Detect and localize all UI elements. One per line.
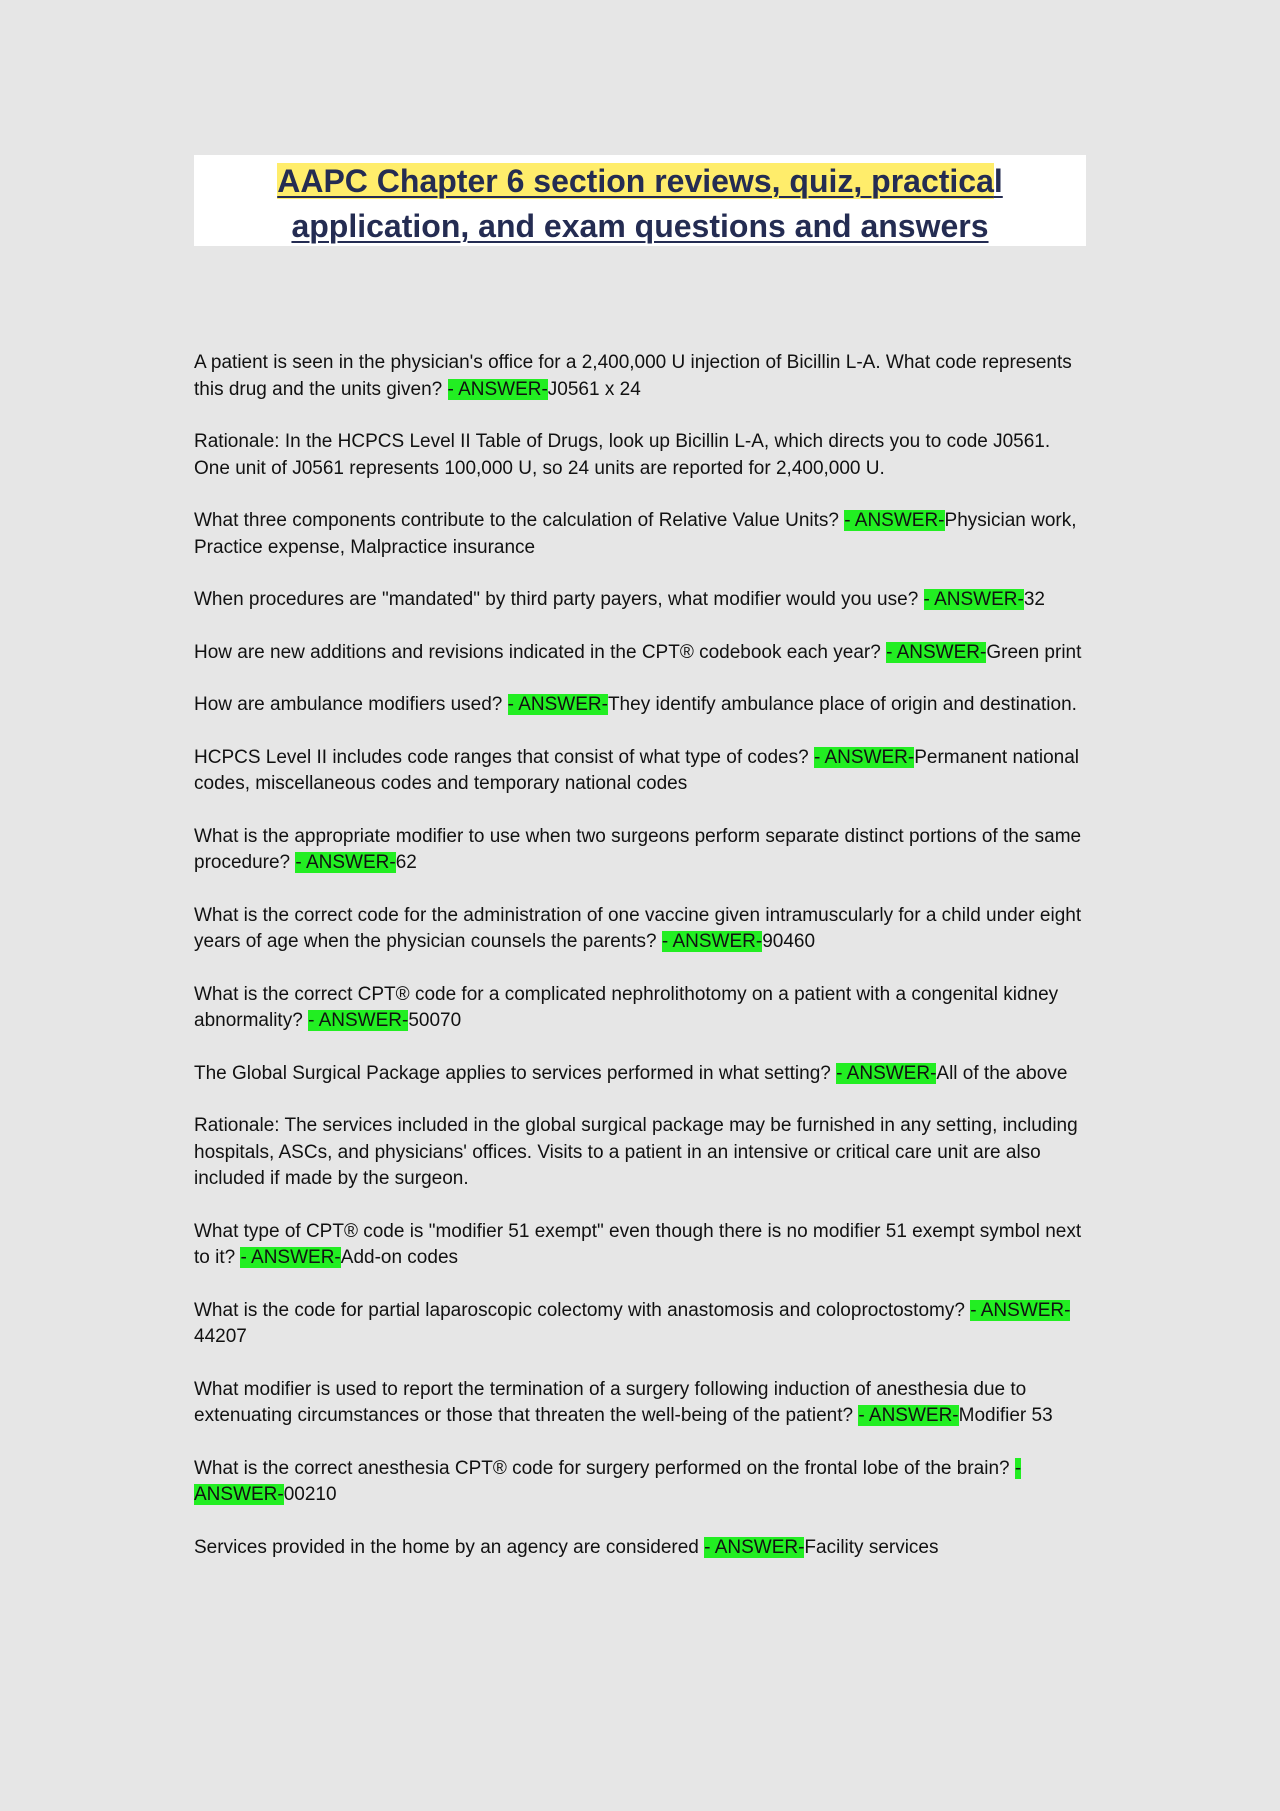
question-text: What three components contribute to the calculation of Relative Value Units? <box>194 510 845 531</box>
answer-text: 44207 <box>194 1326 247 1347</box>
question-text: What is the correct code for the administration of one vaccine given intramuscularly for a child under eight years of age when the physician counsels the parents? <box>194 904 1082 952</box>
answer-text: They identify ambulance place of origin and destination. <box>607 694 1077 715</box>
answer-tag: - ANSWER- <box>704 1536 805 1558</box>
qa-item <box>194 824 1090 877</box>
answer-text: 00210 <box>283 1484 337 1505</box>
answer-tag: - ANSWER- <box>661 931 763 952</box>
question-text: The Global Surgical Package applies to services performed in what setting? <box>194 1062 837 1084</box>
question-text: What modifier is used to report the termination of a surgery following induction of anesthesia due to extenuating circumstances or those that threaten the well-being of the patient? <box>194 1378 1027 1426</box>
title-line-1-rest: l <box>993 163 1003 199</box>
answer-text: Modifier 53 <box>958 1405 1053 1426</box>
answer-text: Permanent national codes, miscellaneous codes and temporary national codes <box>194 746 1080 794</box>
question-text: How are new additions and revisions indicated in the CPT® codebook each year? <box>194 641 887 663</box>
answer-text: Add-on codes <box>340 1247 459 1268</box>
answer-tag: - ANSWER- <box>970 1299 1071 1321</box>
qa-item <box>194 587 1090 614</box>
question-text: Services provided in the home by an agency are considered <box>194 1536 705 1558</box>
answer-tag: - ANSWER- <box>886 641 987 663</box>
page-title <box>194 155 1086 249</box>
answer-tag: - ANSWER- <box>923 589 1024 610</box>
question-text: When procedures are "mandated" by third party payers, what modifier would you use? <box>194 589 924 610</box>
title-line-1 <box>194 159 1086 204</box>
title-highlighted-text: AAPC Chapter 6 section reviews, quiz, practica <box>277 163 994 199</box>
rationale-text: Rationale: The services included in the global surgical package may be furnished in any setting, including hospitals, ASCs, and physicians' offices. Visits to a patient in an intensive or critical care unit are also included if made by the surgeon. <box>194 1115 1078 1189</box>
answer-text: Facility services <box>804 1536 939 1558</box>
answer-tag: - ANSWER- <box>844 510 945 531</box>
qa-item <box>194 1456 1090 1509</box>
question-text: A patient is seen in the physician's office for a 2,400,000 U injection of Bicillin L-A. What code represents this drug and the units given? <box>194 352 1072 400</box>
qa-item <box>194 640 1090 667</box>
rationale-text: Rationale: In the HCPCS Level II Table of Drugs, look up Bicillin L-A, which directs you to code J0561. One unit of J0561 represents 100,000 U, so 24 units are reported for 2,400,000 U. <box>194 431 1051 479</box>
qa-item <box>194 1535 1090 1562</box>
answer-text: All of the above <box>936 1062 1068 1084</box>
answer-tag: - ANSWER- <box>858 1405 959 1426</box>
title-box <box>194 155 1086 246</box>
answer-tag: - ANSWER- <box>447 378 548 400</box>
answer-text: Physician work, Practice expense, Malpractice insurance <box>194 510 1077 558</box>
answer-text: Green print <box>986 641 1082 663</box>
qa-item <box>194 903 1090 956</box>
question-text: What is the code for partial laparoscopic colectomy with anastomosis and coloproctostomy? <box>194 1299 971 1321</box>
qa-item <box>194 745 1090 798</box>
answer-tag: - ANSWER- <box>295 852 396 873</box>
qa-item <box>194 1298 1090 1351</box>
answer-tag: - ANSWER- <box>507 694 608 715</box>
qa-item <box>194 1061 1090 1088</box>
question-text: HCPCS Level II includes code ranges that consist of what type of codes? <box>194 746 814 768</box>
qa-item <box>194 1377 1090 1430</box>
question-text: What type of CPT® code is "modifier 51 exempt" even though there is no modifier 51 exempt symbol next to it? <box>194 1220 1082 1268</box>
qa-item <box>194 692 1090 719</box>
qa-item <box>194 350 1090 403</box>
title-line-2: application, and exam questions and answers <box>291 208 989 244</box>
answer-text: 62 <box>395 852 417 873</box>
answer-tag: - ANSWER- <box>813 746 915 768</box>
qa-list <box>194 350 1090 1587</box>
answer-text: 50070 <box>408 1010 462 1031</box>
answer-tag: - ANSWER- <box>240 1247 341 1268</box>
answer-text: 32 <box>1023 589 1045 610</box>
qa-item <box>194 1219 1090 1272</box>
question-text: What is the correct anesthesia CPT® code for surgery performed on the frontal lobe of the brain? <box>194 1457 1015 1479</box>
qa-item <box>194 982 1090 1035</box>
answer-text: J0561 x 24 <box>547 378 641 400</box>
question-text: How are ambulance modifiers used? <box>194 694 508 715</box>
question-text: What is the correct CPT® code for a complicated nephrolithotomy on a patient with a congenital kidney abnormality? <box>194 983 1059 1031</box>
answer-tag: - ANSWER- <box>308 1010 409 1031</box>
question-text: What is the appropriate modifier to use when two surgeons perform separate distinct portions of the same procedure? <box>194 825 1082 873</box>
answer-text: 90460 <box>762 931 816 952</box>
qa-item <box>194 508 1090 561</box>
answer-tag: - ANSWER- <box>836 1062 937 1084</box>
answer-tag: - ANSWER- <box>194 1457 1022 1505</box>
